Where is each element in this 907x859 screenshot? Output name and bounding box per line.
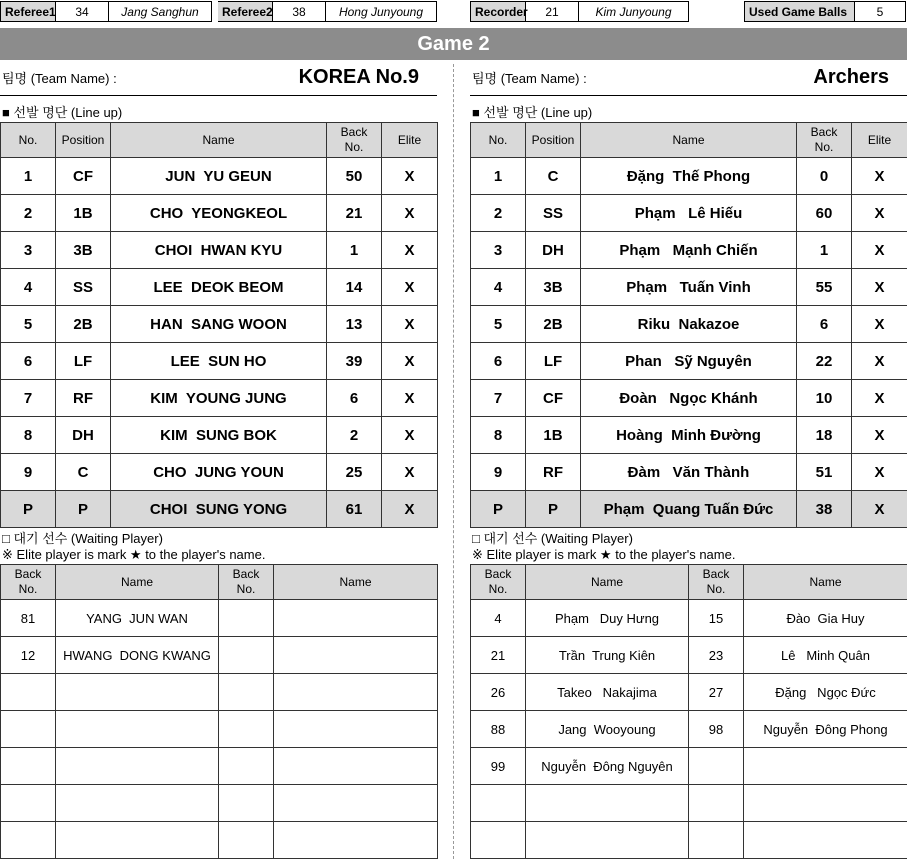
officials-header <box>0 0 907 24</box>
elite-mark: X <box>852 158 907 195</box>
balls-box <box>744 1 906 22</box>
back-number: 21 <box>327 195 382 232</box>
back-number: 50 <box>327 158 382 195</box>
player-position: DH <box>526 232 581 269</box>
player-name: Lê Minh Quân <box>744 637 907 674</box>
back-number: 27 <box>689 674 744 711</box>
back-number: 13 <box>327 306 382 343</box>
back-number <box>471 822 526 859</box>
lineup-header-row <box>471 123 907 158</box>
back-number: 12 <box>1 637 56 674</box>
player-position: 2B <box>56 306 111 343</box>
waiting-row <box>1 822 438 859</box>
batting-order: 9 <box>471 454 526 491</box>
player-name: Phạm Lê Hiếu <box>581 195 797 232</box>
player-position: 2B <box>526 306 581 343</box>
back-number: 15 <box>689 600 744 637</box>
waiting-heading: □ 대기 선수 (Waiting Player) <box>2 530 163 546</box>
back-number: 55 <box>797 269 852 306</box>
referee1-name: Jang Sanghun <box>121 4 199 19</box>
referee1-box <box>0 1 212 22</box>
back-number <box>689 748 744 785</box>
waiting-row <box>471 674 907 711</box>
player-name: Phan Sỹ Nguyên <box>581 343 797 380</box>
player-name: Đào Gia Huy <box>744 600 907 637</box>
waiting-heading: □ 대기 선수 (Waiting Player) <box>472 530 633 546</box>
player-position: CF <box>56 158 111 195</box>
waiting-row <box>1 637 438 674</box>
balls-count: 5 <box>876 4 884 19</box>
player-name <box>274 637 438 674</box>
back-number: 60 <box>797 195 852 232</box>
player-name: JUN YU GEUN <box>111 158 327 195</box>
back-number <box>471 785 526 822</box>
waiting-row <box>471 748 907 785</box>
elite-mark: X <box>382 269 438 306</box>
player-position: CF <box>526 380 581 417</box>
player-position: LF <box>526 343 581 380</box>
batting-order: 1 <box>1 158 56 195</box>
back-number <box>689 822 744 859</box>
lineup-table <box>0 122 438 528</box>
back-number: 99 <box>471 748 526 785</box>
team-name: Archers <box>813 66 889 88</box>
player-position: C <box>56 454 111 491</box>
player-name: Nguyễn Đông Phong <box>744 711 907 748</box>
player-name: Phạm Duy Hưng <box>526 600 689 637</box>
lineup-row <box>1 380 438 417</box>
player-name: CHO YEONGKEOL <box>111 195 327 232</box>
back-number <box>219 748 274 785</box>
player-name: HAN SANG WOON <box>111 306 327 343</box>
player-name: CHOI SUNG YONG <box>111 491 327 528</box>
back-number: 21 <box>471 637 526 674</box>
lineup-row <box>1 269 438 306</box>
elite-mark: X <box>382 417 438 454</box>
col-name: Name <box>744 565 907 600</box>
player-name: YANG JUN WAN <box>56 600 219 637</box>
col-back-no: Back No. <box>471 565 526 600</box>
batting-order: 7 <box>1 380 56 417</box>
player-name: Phạm Mạnh Chiến <box>581 232 797 269</box>
batting-order: 4 <box>471 269 526 306</box>
lineup-row <box>471 158 907 195</box>
player-position: P <box>56 491 111 528</box>
back-number: 38 <box>797 491 852 528</box>
referee2-name: Hong Junyoung <box>338 4 424 19</box>
batting-order: 2 <box>471 195 526 232</box>
player-name <box>526 822 689 859</box>
player-name: Takeo Nakajima <box>526 674 689 711</box>
back-number: 61 <box>327 491 382 528</box>
waiting-row <box>471 600 907 637</box>
batting-order: 8 <box>1 417 56 454</box>
referee2-box <box>218 1 437 22</box>
back-number <box>1 711 56 748</box>
player-name: KIM YOUNG JUNG <box>111 380 327 417</box>
elite-mark: X <box>852 269 907 306</box>
referee2-label: Referee2 <box>218 2 273 21</box>
elite-mark: X <box>382 491 438 528</box>
batting-order: 6 <box>471 343 526 380</box>
back-number: 81 <box>1 600 56 637</box>
elite-mark: X <box>852 454 907 491</box>
col-elite: Elite <box>382 123 438 158</box>
back-number <box>219 785 274 822</box>
player-name: CHOI HWAN KYU <box>111 232 327 269</box>
batting-order: 4 <box>1 269 56 306</box>
back-number: 1 <box>797 232 852 269</box>
elite-mark: X <box>852 343 907 380</box>
waiting-header-row <box>471 565 907 600</box>
team-name-label: 팀명 (Team Name) : <box>2 71 117 86</box>
lineup-row <box>471 454 907 491</box>
player-position: LF <box>56 343 111 380</box>
back-number: 1 <box>327 232 382 269</box>
col-no: No. <box>1 123 56 158</box>
lineup-row <box>1 454 438 491</box>
lineup-heading: ■ 선발 명단 (Line up) <box>2 105 123 120</box>
player-name: Nguyễn Đông Nguyên <box>526 748 689 785</box>
recorder-number: 21 <box>526 2 579 21</box>
back-number <box>1 748 56 785</box>
team-sheet-left <box>0 60 437 859</box>
waiting-row <box>1 674 438 711</box>
lineup-row <box>471 343 907 380</box>
recorder-name: Kim Junyoung <box>595 4 672 19</box>
back-number <box>219 637 274 674</box>
player-name <box>274 600 438 637</box>
waiting-row <box>471 785 907 822</box>
recorder-box <box>470 1 689 22</box>
player-name <box>56 785 219 822</box>
batting-order: P <box>1 491 56 528</box>
lineup-header-row <box>1 123 438 158</box>
lineup-row <box>471 417 907 454</box>
waiting-row <box>1 748 438 785</box>
elite-mark: X <box>382 195 438 232</box>
batting-order: 5 <box>471 306 526 343</box>
batting-order: P <box>471 491 526 528</box>
player-name <box>274 822 438 859</box>
batting-order: 9 <box>1 454 56 491</box>
back-number: 98 <box>689 711 744 748</box>
waiting-table <box>470 564 907 859</box>
elite-note: ※ Elite player is mark ★ to the player's name. <box>472 547 736 562</box>
player-position: RF <box>56 380 111 417</box>
player-name: Riku Nakazoe <box>581 306 797 343</box>
back-number: 0 <box>797 158 852 195</box>
back-number: 51 <box>797 454 852 491</box>
elite-mark: X <box>852 417 907 454</box>
back-number: 88 <box>471 711 526 748</box>
back-number <box>219 711 274 748</box>
back-number: 26 <box>471 674 526 711</box>
elite-mark: X <box>382 306 438 343</box>
col-back-no: Back No. <box>689 565 744 600</box>
col-elite: Elite <box>852 123 907 158</box>
back-number: 23 <box>689 637 744 674</box>
referee1-label: Referee1 <box>1 2 56 21</box>
lineup-row <box>471 269 907 306</box>
waiting-row <box>1 600 438 637</box>
player-name: Đàm Văn Thành <box>581 454 797 491</box>
col-no: No. <box>471 123 526 158</box>
back-number: 6 <box>797 306 852 343</box>
lineup-row <box>1 491 438 528</box>
player-position: SS <box>526 195 581 232</box>
back-number: 10 <box>797 380 852 417</box>
waiting-row <box>471 637 907 674</box>
back-number: 6 <box>327 380 382 417</box>
waiting-row <box>471 711 907 748</box>
batting-order: 5 <box>1 306 56 343</box>
col-name: Name <box>56 565 219 600</box>
player-name: Đoàn Ngọc Khánh <box>581 380 797 417</box>
back-number <box>219 822 274 859</box>
back-number <box>1 674 56 711</box>
player-name <box>744 748 907 785</box>
lineup-row <box>1 158 438 195</box>
lineup-heading: ■ 선발 명단 (Line up) <box>472 105 593 120</box>
player-name: LEE SUN HO <box>111 343 327 380</box>
elite-mark: X <box>852 195 907 232</box>
player-name <box>56 748 219 785</box>
elite-mark: X <box>382 232 438 269</box>
player-position: C <box>526 158 581 195</box>
batting-order: 2 <box>1 195 56 232</box>
lineup-row <box>471 195 907 232</box>
balls-label: Used Game Balls <box>745 2 855 21</box>
batting-order: 7 <box>471 380 526 417</box>
player-name <box>274 711 438 748</box>
batting-order: 3 <box>1 232 56 269</box>
player-name <box>56 822 219 859</box>
back-number: 2 <box>327 417 382 454</box>
col-position: Position <box>526 123 581 158</box>
back-number: 14 <box>327 269 382 306</box>
elite-mark: X <box>382 343 438 380</box>
waiting-table <box>0 564 438 859</box>
waiting-row <box>1 711 438 748</box>
col-name: Name <box>111 123 327 158</box>
player-name <box>744 785 907 822</box>
player-position: 1B <box>526 417 581 454</box>
lineup-row <box>471 380 907 417</box>
player-position: RF <box>526 454 581 491</box>
player-name: Phạm Tuấn Vinh <box>581 269 797 306</box>
player-name: HWANG DONG KWANG <box>56 637 219 674</box>
lineup-row <box>1 195 438 232</box>
team-name-row <box>470 60 907 96</box>
back-number: 4 <box>471 600 526 637</box>
team-sheet-right <box>470 60 907 859</box>
lineup-row <box>471 491 907 528</box>
waiting-row <box>1 785 438 822</box>
player-name: Phạm Quang Tuấn Đức <box>581 491 797 528</box>
player-position: P <box>526 491 581 528</box>
team-name-row <box>0 60 437 96</box>
back-number <box>219 674 274 711</box>
team-name-label: 팀명 (Team Name) : <box>472 71 587 86</box>
player-position: 3B <box>56 232 111 269</box>
player-position: 3B <box>526 269 581 306</box>
referee1-number: 34 <box>56 2 109 21</box>
back-number <box>1 822 56 859</box>
back-number <box>219 600 274 637</box>
lineup-row <box>471 306 907 343</box>
batting-order: 6 <box>1 343 56 380</box>
player-position: SS <box>56 269 111 306</box>
batting-order: 3 <box>471 232 526 269</box>
lineup-row <box>1 232 438 269</box>
elite-mark: X <box>852 232 907 269</box>
col-back-no: Back No. <box>219 565 274 600</box>
back-number: 18 <box>797 417 852 454</box>
player-name: Đặng Ngọc Đức <box>744 674 907 711</box>
back-number <box>689 785 744 822</box>
col-back-no: Back No. <box>797 123 852 158</box>
batting-order: 8 <box>471 417 526 454</box>
player-name <box>274 785 438 822</box>
lineup-row <box>471 232 907 269</box>
player-name <box>56 711 219 748</box>
team-name: KOREA No.9 <box>298 66 419 88</box>
col-position: Position <box>56 123 111 158</box>
player-name: Hoàng Minh Đường <box>581 417 797 454</box>
back-number: 22 <box>797 343 852 380</box>
waiting-header-row <box>1 565 438 600</box>
elite-mark: X <box>382 380 438 417</box>
player-position: DH <box>56 417 111 454</box>
elite-mark: X <box>852 380 907 417</box>
waiting-row <box>471 822 907 859</box>
player-name <box>56 674 219 711</box>
elite-note: ※ Elite player is mark ★ to the player's name. <box>2 547 266 562</box>
elite-mark: X <box>852 491 907 528</box>
back-number: 25 <box>327 454 382 491</box>
col-name: Name <box>274 565 438 600</box>
player-name <box>526 785 689 822</box>
lineup-row <box>1 343 438 380</box>
elite-mark: X <box>852 306 907 343</box>
referee2-number: 38 <box>273 2 326 21</box>
elite-mark: X <box>382 454 438 491</box>
recorder-label: Recorder <box>471 2 526 21</box>
center-divider <box>453 64 454 859</box>
player-name: LEE DEOK BEOM <box>111 269 327 306</box>
player-name: CHO JUNG YOUN <box>111 454 327 491</box>
player-name: Trần Trung Kiên <box>526 637 689 674</box>
col-name: Name <box>526 565 689 600</box>
player-name: Đặng Thế Phong <box>581 158 797 195</box>
player-name: Jang Wooyoung <box>526 711 689 748</box>
back-number: 39 <box>327 343 382 380</box>
lineup-row <box>1 417 438 454</box>
col-back-no: Back No. <box>1 565 56 600</box>
player-name <box>274 748 438 785</box>
player-name <box>274 674 438 711</box>
player-name <box>744 822 907 859</box>
back-number <box>1 785 56 822</box>
lineup-table <box>470 122 907 528</box>
elite-mark: X <box>382 158 438 195</box>
game-title: Game 2 <box>0 28 907 60</box>
player-position: 1B <box>56 195 111 232</box>
batting-order: 1 <box>471 158 526 195</box>
player-name: KIM SUNG BOK <box>111 417 327 454</box>
col-back-no: Back No. <box>327 123 382 158</box>
lineup-row <box>1 306 438 343</box>
col-name: Name <box>581 123 797 158</box>
